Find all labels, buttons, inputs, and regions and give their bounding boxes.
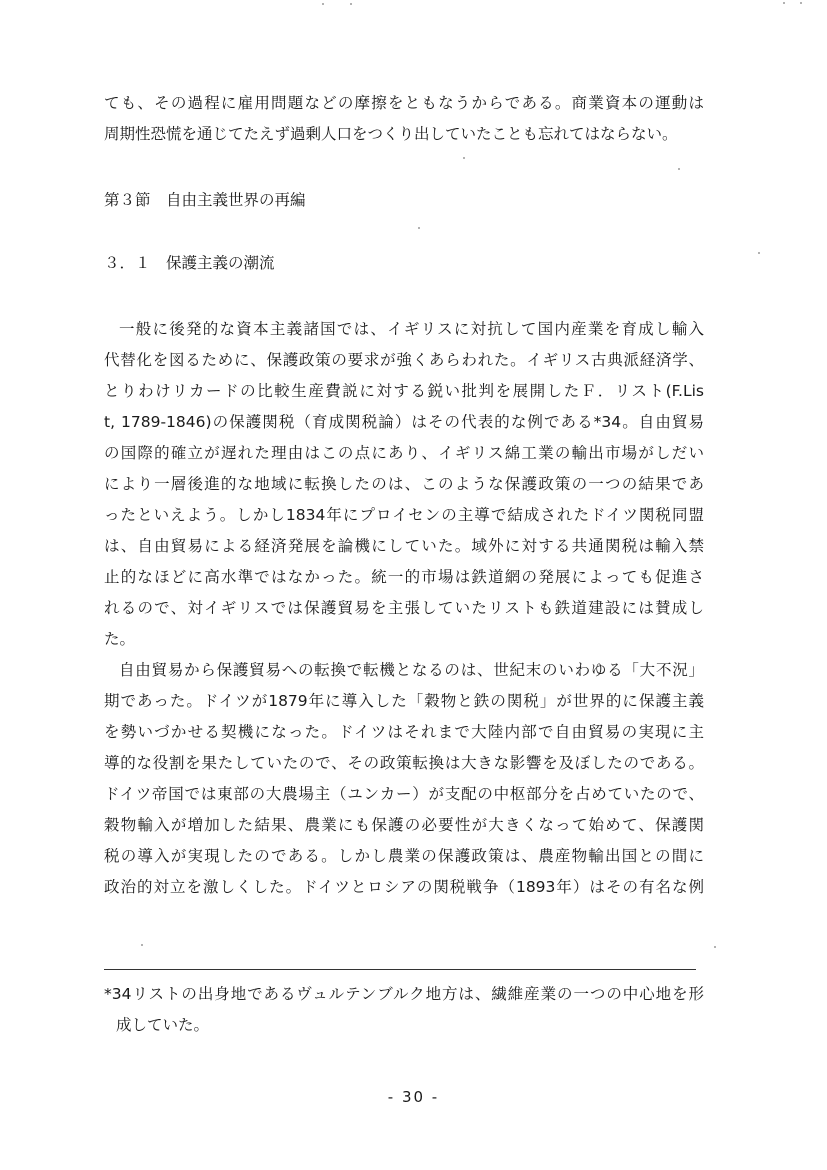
paragraph-line: t, 1789-1846)の保護関税（育成関税論）はその代表的な例である*34。自由貿易 [104,413,704,431]
paragraph-line: 代替化を図るために、保護政策の要求が強くあらわれた。イギリス古典派経済学、 [104,351,704,369]
paragraph-line: により一層後進的な地域に転換したのは、このような保護政策の一つの結果であ [104,475,704,493]
paragraph-line: た。 [104,630,136,648]
scan-speck [418,227,420,229]
scan-speck [783,2,785,4]
scan-speck [141,944,143,946]
paragraph-line: 穀物輸入が増加した結果、農業にも保護の必要性が大きくなって始めて、保護関 [104,816,704,834]
paragraph-line: 止的なほどに高水準ではなかった。統一的市場は鉄道網の発展によっても促進さ [104,568,704,586]
scan-speck [322,3,324,5]
carryover-line: ても、その過程に雇用問題などの摩擦をともなうからである。商業資本の運動は [104,94,704,112]
scan-speck [714,946,716,948]
paragraph-line: 期であった。ドイツが1879年に導入した「穀物と鉄の関税」が世界的に保護主義 [104,692,704,710]
paragraph-line: ドイツ帝国では東部の大農場主（ユンカー）が支配の中枢部分を占めていたので、 [104,785,704,803]
paragraph-line: の国際的確立が遅れた理由はこの点にあり、イギリス綿工業の輸出市場がしだい [104,444,704,462]
subsection-title: ３．１ 保護主義の潮流 [104,254,275,272]
paragraph-line: れるので、対イギリスでは保護貿易を主張していたリストも鉄道建設には賛成し [104,599,704,617]
section-title: 第３節 自由主義世界の再編 [104,191,306,209]
footnote-separator [104,969,696,970]
paragraph-line: 税の導入が実現したのである。しかし農業の保護政策は、農産物輸出国との間に [104,847,704,865]
scan-speck [678,168,680,170]
scan-speck [758,252,760,254]
paragraph-line: 一般に後発的な資本主義諸国では、イギリスに対抗して国内産業を育成し輸入 [119,320,704,338]
paragraph-line: ったといえよう。しかし1834年にプロイセンの主導で結成されたドイツ関税同盟 [104,506,704,524]
paragraph-line: 政治的対立を激しくした。ドイツとロシアの関税戦争（1893年）はその有名な例 [104,878,704,896]
page-number: - 30 - [387,1088,440,1106]
paragraph-line: を勢いづかせる契機になった。ドイツはそれまで大陸内部で自由貿易の実現に主 [104,723,704,741]
carryover-line: 周期性恐慌を通じてたえず過剰人口をつくり出していたことも忘れてはならない。 [104,125,678,143]
scan-speck [350,3,352,5]
scan-speck [800,2,802,4]
paragraph-line: 自由貿易から保護貿易への転換で転機となるのは、世紀末のいわゆる「大不況」 [119,661,704,679]
scan-speck [463,157,465,159]
footnote-line: *34リストの出身地であるヴュルテンブルク地方は、繊維産業の一つの中心地を形 [104,985,704,1003]
paragraph-line: 導的な役割を果たしていたので、その政策転換は大きな影響を及ぼしたのである。 [104,754,704,772]
footnote-line: 成していた。 [116,1016,210,1034]
paragraph-line: とりわけリカードの比較生産費説に対する鋭い批判を展開したＦ．リスト(F.Lis [104,382,704,400]
paragraph-line: は、自由貿易による経済発展を論機にしていた。域外に対する共通関税は輸入禁 [104,537,704,555]
